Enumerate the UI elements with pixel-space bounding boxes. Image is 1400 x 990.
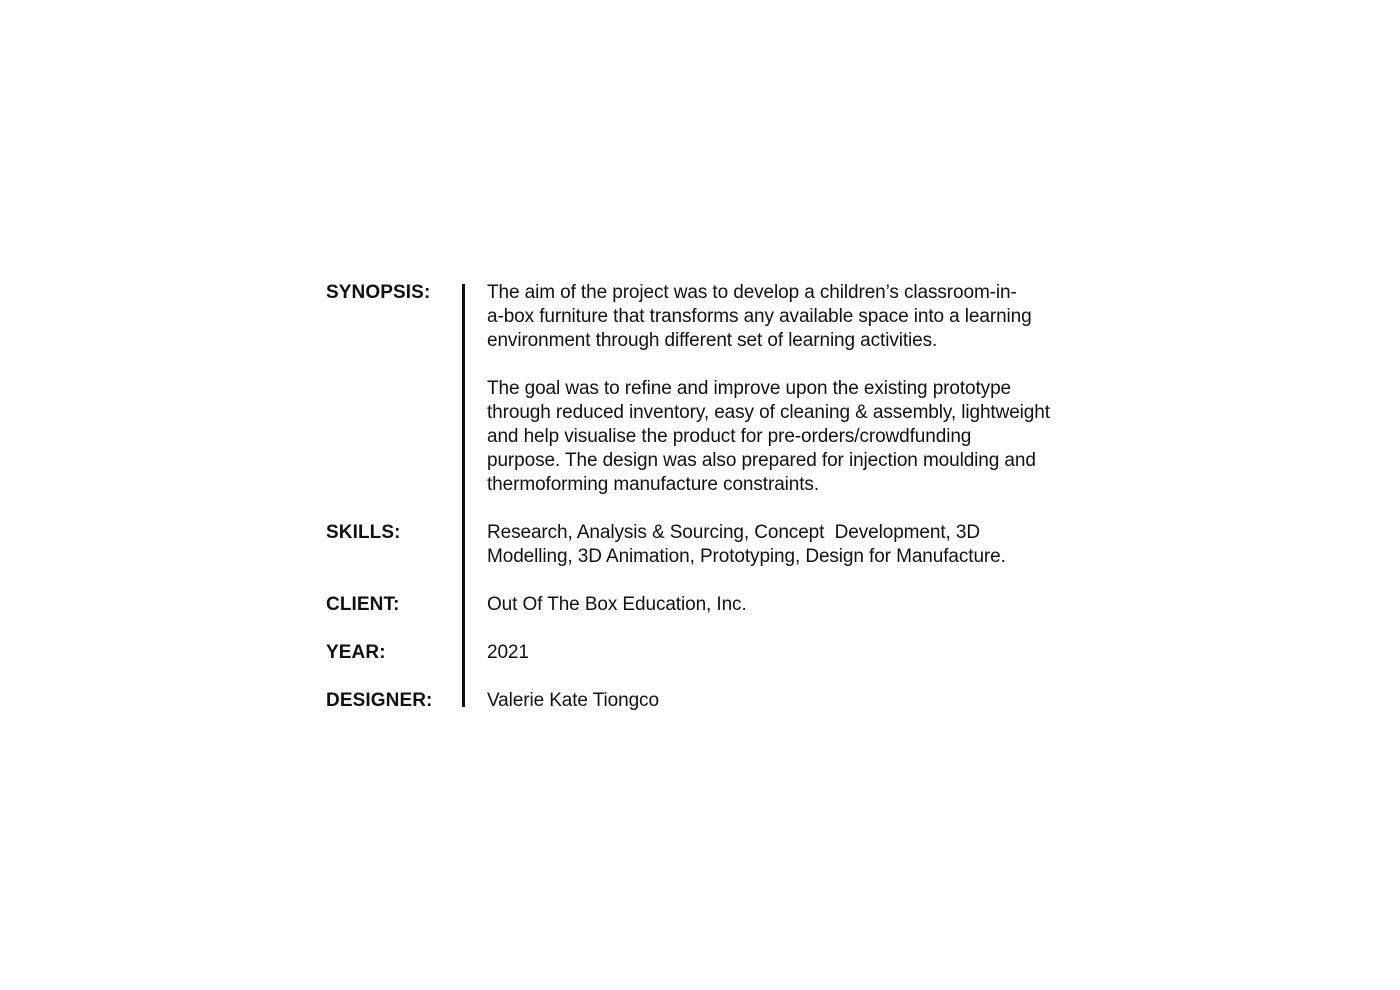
client-value: Out Of The Box Education, Inc.: [487, 594, 747, 615]
synopsis-p2-line: thermoforming manufacture constraints.: [487, 474, 820, 495]
skills-value: [487, 521, 1006, 569]
synopsis-label: SYNOPSIS:: [326, 282, 431, 303]
synopsis-p2-line: and help visualise the product for pre-orders/crowdfunding: [487, 426, 972, 447]
vertical-divider: [462, 284, 465, 707]
synopsis-paragraph-2: [487, 377, 1050, 497]
year-label: YEAR:: [326, 642, 386, 663]
client-label: CLIENT:: [326, 594, 400, 615]
synopsis-paragraph-1: [487, 281, 1032, 353]
synopsis-p1-line: a-box furniture that transforms any available space into a learning: [487, 306, 1032, 327]
skills-line: Modelling, 3D Animation, Prototyping, Design for Manufacture.: [487, 546, 1006, 567]
synopsis-p2-line: The goal was to refine and improve upon the existing prototype: [487, 378, 1012, 399]
synopsis-p1-line: The aim of the project was to develop a children’s classroom-in-: [487, 282, 1017, 303]
synopsis-p2-line: purpose. The design was also prepared for injection moulding and: [487, 450, 1036, 471]
synopsis-p2-line: through reduced inventory, easy of cleaning & assembly, lightweight: [487, 402, 1050, 423]
skills-label: SKILLS:: [326, 522, 401, 543]
designer-label: DESIGNER:: [326, 690, 433, 711]
skills-line: Research, Analysis & Sourcing, Concept Development, 3D: [487, 522, 980, 543]
synopsis-p1-line: environment through different set of learning activities.: [487, 330, 938, 351]
year-value: 2021: [487, 642, 529, 663]
designer-value: Valerie Kate Tiongco: [487, 690, 659, 711]
